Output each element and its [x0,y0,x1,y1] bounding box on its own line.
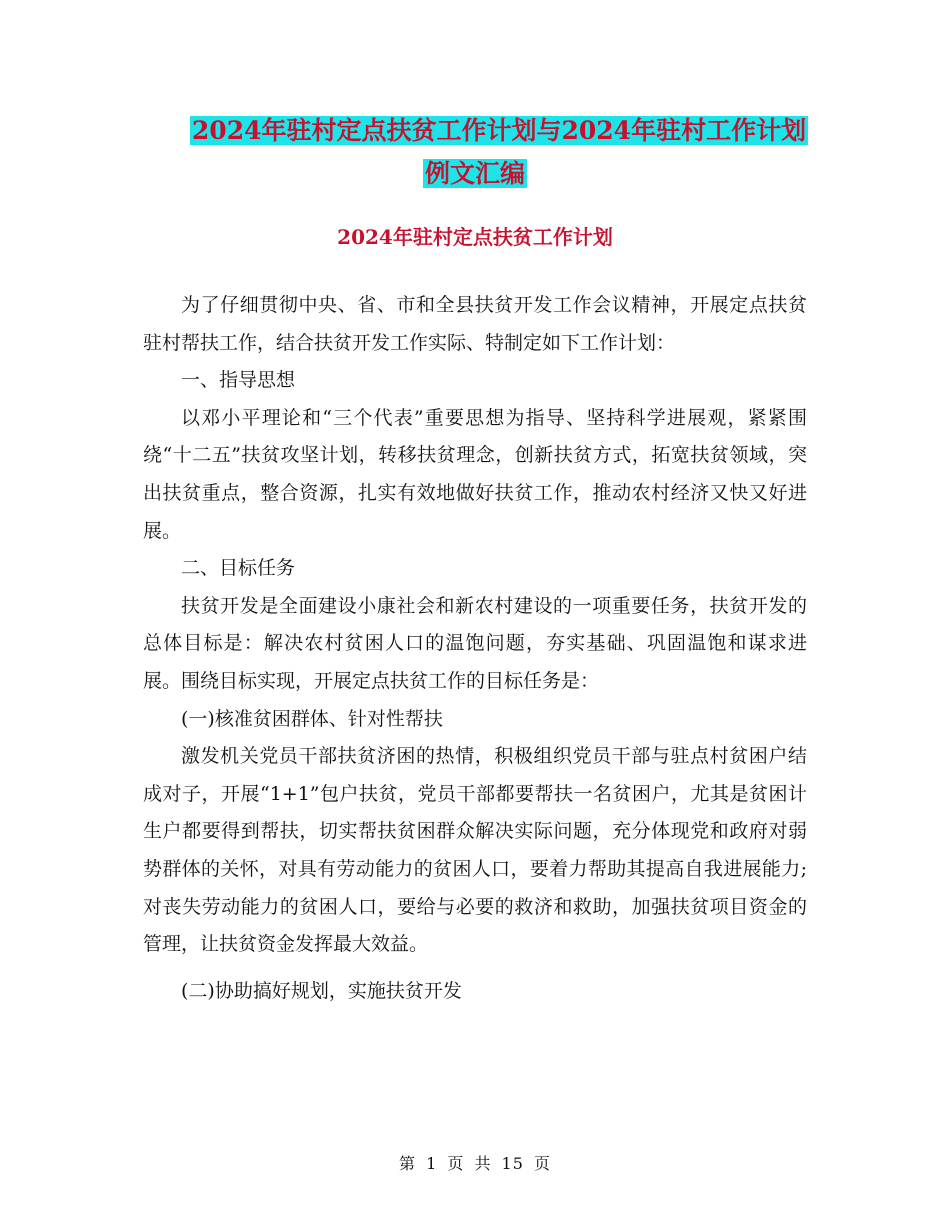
document-body [143,287,807,1010]
document-title-line-1 [0,111,950,151]
document-title-highlight-1: 2024年驻村定点扶贫工作计划与2024年驻村工作计划 [191,116,807,145]
paragraph-heading-guiding-thought: 一、指导思想 [181,369,296,392]
paragraph-subheading-2: (二)协助搞好规划，实施扶贫开发 [181,979,462,1002]
document-title-highlight-2: 例文汇编 [424,159,525,188]
document-title-line-2 [0,154,950,194]
page-footer: 第 1 页 共 15 页 [399,1154,551,1173]
paragraph-intro: 为了仔细贯彻中央、省、市和全县扶贫开发工作会议精神，开展定点扶贫驻村帮扶工作，结合扶贫开发工作实际、特制定如下工作计划： [143,294,807,354]
paragraph-goals: 扶贫开发是全面建设小康社会和新农村建设的一项重要任务，扶贫开发的总体目标是：解决农村贫困人口的温饱问题，夯实基础、巩固温饱和谋求进展。围绕目标实现，开展定点扶贫工作的目标任务是： [143,594,807,692]
paragraph-subheading-1-body: 激发机关党员干部扶贫济困的热情，积极组织党员干部与驻点村贫困户结成对子，开展“1+1”包户扶贫，党员干部都要帮扶一名贫困户，尤其是贫困计生户都要得到帮扶，切实帮扶贫困群众解决实际问题，充分体现党和政府对弱势群体的关怀，对具有劳动能力的贫困人口，要着力帮助其提高自我进展能力;对丧失劳动能力的贫困人口，要给与必要的救济和救助，加强扶贫项目资金的管理，让扶贫资金发挥最大效益。 [143,745,807,956]
section-heading: 2024年驻村定点扶贫工作计划 [337,225,613,249]
paragraph-heading-goals: 二、目标任务 [181,557,296,580]
paragraph-guiding-thought: 以邓小平理论和“三个代表”重要思想为指导、坚持科学进展观，紧紧围绕“十二五”扶贫攻坚计划，转移扶贫理念，创新扶贫方式，拓宽扶贫领域，突出扶贫重点，整合资源，扎实有效地做好扶贫工作，推动农村经济又快又好进展。 [143,406,807,542]
paragraph-subheading-1: (一)核准贫困群体、针对性帮扶 [181,707,443,730]
